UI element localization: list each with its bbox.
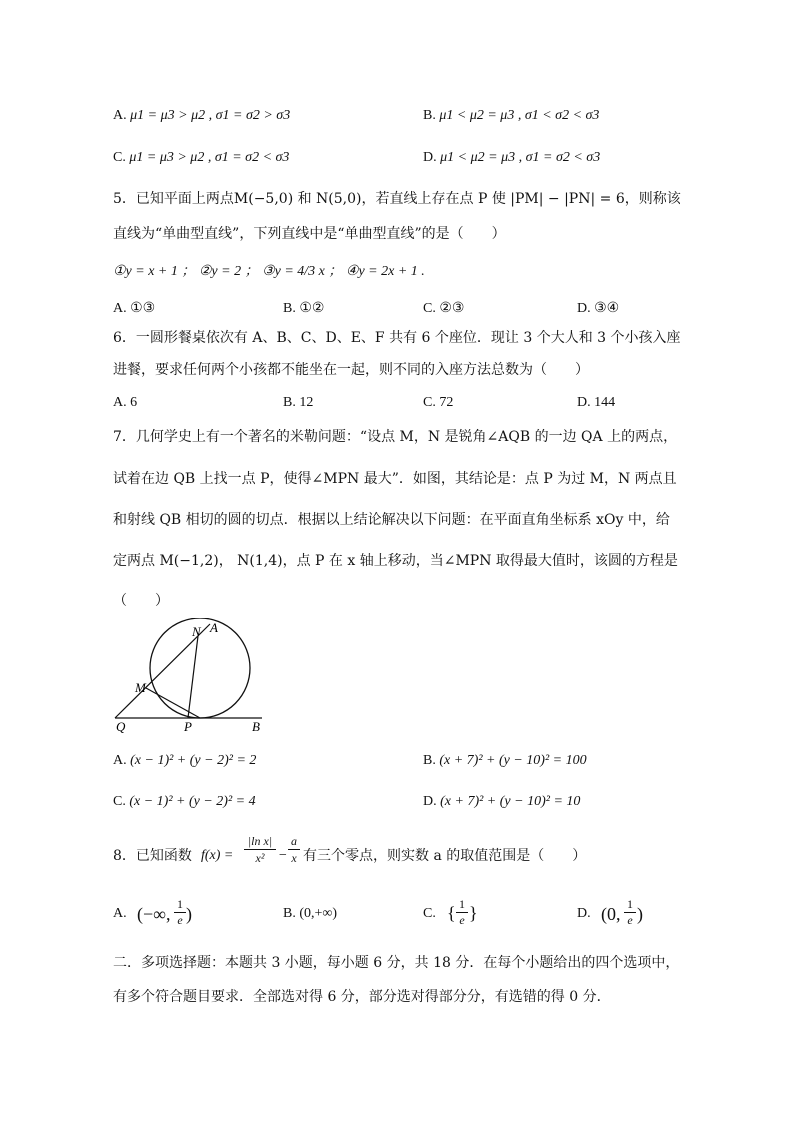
label-m: M: [135, 680, 146, 695]
q4-option-d: D. μ1 < μ2 = μ3 , σ1 = σ2 < σ3: [423, 150, 601, 165]
q5-option-c: C. ②③: [423, 301, 465, 316]
label-q: Q: [116, 719, 126, 734]
section2-line1: 二．多项选择题：本题共 3 小题，每小题 6 分，共 18 分．在每个小题给出的四个选项中，: [113, 955, 680, 971]
q8-option-d-left: (0,: [601, 904, 621, 924]
q5-stem-line2: 直线为“单曲型直线”，下列直线中是“单曲型直线”的是（ ）: [113, 226, 506, 242]
q6-stem-line2: 进餐，要求任何两个小孩都不能坐在一起，则不同的入座方法总数为（ ）: [113, 362, 589, 378]
q7-option-a: A. (x − 1)² + (y − 2)² = 2: [113, 753, 257, 768]
q8-option-b: B. (0,+∞): [283, 906, 338, 921]
q8-fx: f(x) =: [201, 848, 234, 863]
q8-option-c-fraction: 1 e: [456, 897, 468, 928]
q5-option-b: B. ①②: [283, 301, 325, 316]
q8-fraction-2: a x: [288, 833, 300, 866]
q8-option-a-left: (−∞,: [137, 904, 171, 924]
q7-stem-line2: 试着在边 QB 上找一点 P，使得∠MPN 最大”．如图，其结论是：点 P 为过 M，N 两点且: [113, 471, 677, 487]
q8-option-a: A.: [113, 906, 127, 921]
segment-np: [188, 636, 198, 718]
q6-option-c: C. 72: [423, 395, 454, 410]
q8-option-a-right: ): [186, 904, 192, 924]
q7-option-d: D. (x + 7)² + (y − 10)² = 10: [423, 794, 581, 809]
q4-option-b: B. μ1 < μ2 = μ3 , σ1 < σ2 < σ3: [423, 108, 600, 123]
q8-option-d-fraction: 1 e: [624, 897, 636, 928]
q6-option-d: D. 144: [577, 395, 616, 410]
q4-option-a: A. μ1 = μ3 > μ2 , σ1 = σ2 > σ3: [113, 108, 291, 123]
q8-option-d: D.: [577, 906, 591, 921]
q5-option-a: A. ①③: [113, 301, 156, 316]
q6-option-b: B. 12: [283, 395, 314, 410]
q8-option-c-right: }: [469, 903, 478, 923]
q5-option-d: D. ③④: [577, 301, 620, 316]
miller-figure: [110, 618, 280, 736]
segment-mp: [146, 688, 200, 718]
q5-items: ①y = x + 1 ； ②y = 2 ； ③y = 4/3 x ； ④y = 2x + 1 .: [113, 264, 425, 279]
label-a: A: [210, 620, 218, 635]
q8-prefix: 8．已知函数: [113, 848, 192, 864]
q7-stem-line4: 定两点 M(−1,2)， N(1,4)，点 P 在 x 轴上移动，当∠MPN 取得最大值时，该圆的方程是: [113, 553, 678, 569]
q8-option-c: C.: [423, 906, 436, 921]
q8-option-d-right: ): [637, 904, 643, 924]
q7-stem-line3: 和射线 QB 相切的圆的切点．根据以上结论解决以下问题：在平面直角坐标系 xOy 中，给: [113, 512, 670, 528]
q8-option-a-fraction: 1 e: [174, 897, 186, 928]
label-n: N: [192, 624, 201, 639]
q8-option-c-left: {: [447, 903, 456, 923]
q5-stem-line1: 5．已知平面上两点M(−5,0) 和 N(5,0)，若直线上存在点 P 使 |PM| − |PN| = 6，则称该: [113, 191, 681, 207]
q4-option-c: C. μ1 = μ3 > μ2 , σ1 = σ2 < σ3: [113, 150, 290, 165]
q8-fraction-1: |ln x| x²: [244, 833, 276, 866]
section2-line2: 有多个符合题目要求．全部选对得 6 分，部分选对得部分分，有选错的得 0 分．: [113, 989, 611, 1005]
q7-option-c: C. (x − 1)² + (y − 2)² = 4: [113, 794, 256, 809]
label-p: P: [184, 719, 192, 734]
q7-stem-line5: （ ）: [113, 593, 169, 609]
label-b: B: [252, 719, 260, 734]
q6-option-a: A. 6: [113, 395, 138, 410]
q7-stem-line1: 7．几何学史上有一个著名的米勒问题：“设点 M，N 是锐角∠AQB 的一边 QA 上的两点，: [113, 429, 678, 445]
q8-suffix: 有三个零点，则实数 a 的取值范围是（ ）: [303, 848, 587, 864]
q6-stem-line1: 6．一圆形餐桌依次有 A、B、C、D、E、F 共有 6 个座位．现让 3 个大人和 3 个小孩入座: [113, 330, 681, 346]
q8-minus: −: [278, 848, 288, 863]
q7-option-b: B. (x + 7)² + (y − 10)² = 100: [423, 753, 587, 768]
